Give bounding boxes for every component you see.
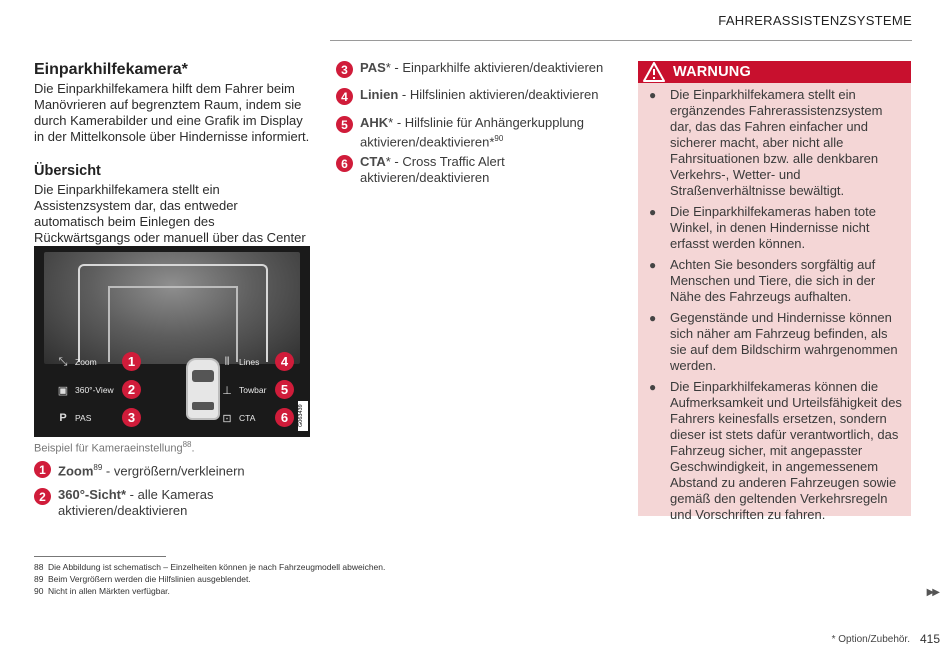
- cam-button-label: Zoom: [75, 357, 97, 367]
- cam-button-towbar: [220, 379, 266, 401]
- page-heading: Einparkhilfekamera*: [34, 61, 188, 78]
- car-top-view-icon: [186, 358, 220, 420]
- header-divider: [330, 40, 912, 41]
- cam-button-label: PAS: [75, 413, 92, 423]
- figure-caption: Beispiel für Kameraeinstellung$^{88}$.: [34, 440, 195, 455]
- list-item: 4 Linien - Hilfslinien aktivieren/deaktivieren: [336, 87, 608, 105]
- cam-badge: 5: [275, 380, 294, 399]
- intro-column: [34, 60, 310, 262]
- cam-badge: 6: [275, 408, 294, 427]
- option-note: * Option/Zubehör.: [831, 634, 910, 645]
- number-badge: 5: [336, 116, 353, 133]
- list-item: 6 CTA* - Cross Traffic Alert aktivieren/deaktivieren: [336, 154, 608, 186]
- cam-button-zoom: [56, 351, 97, 373]
- cta-car-icon: ⊡: [222, 412, 232, 425]
- warning-item: ● Die Einparkhilfekameras haben tote Winkel, in denen Hindernisse nicht erfasst werden können.: [649, 204, 876, 251]
- warning-item: ● Die Einparkhilfekameras können die Aufmerksamkeit und Urteilsfähigkeit des Fahrers keinesfalls ersetzen, sondern dieser ist stets dafür verantwortlich, das Fahrzeug sicher, mit angepasster Geschwindigkeit, in angemessenem Abstand zu anderen Fahrzeugen sowie gemäß den geltenden Verkehrsregeln und Vorschriften zu fahren.: [649, 379, 902, 522]
- footnote: 88 Die Abbildung ist schematisch – Einzelheiten können je nach Fahrzeugmodell abweichen.: [34, 562, 386, 572]
- cam-button-label: 360°-View: [75, 385, 114, 395]
- figure-code: G063439: [298, 401, 308, 431]
- number-badge: 1: [34, 461, 51, 478]
- warning-item: ● Die Einparkhilfekamera stellt ein ergänzendes Fahrerassistenzsystem dar, das das Fahren einfacher und sicherer macht, aber nicht alle Fahrsituationen bzw. alle denkbaren Verkehrs-, Wetter- und Straßenverhältnisse bewältigt.: [649, 87, 883, 198]
- cam-badge: 1: [122, 352, 141, 371]
- parking-p-icon: P: [59, 412, 67, 424]
- list-item: 2 360°-Sicht* - alle Kameras aktivieren/deaktivieren: [34, 487, 310, 519]
- cam-button-lines: [220, 351, 259, 373]
- list-item: 5 AHK* - Hilfslinie für Anhängerkupplung aktivieren/deaktivieren*$^{90}$: [336, 115, 608, 150]
- cam-button-label: CTA: [239, 413, 256, 423]
- footnote: 89 Beim Vergrößern werden die Hilfslinien ausgeblendet.: [34, 574, 251, 584]
- zoom-arrows-icon: ⤡: [58, 355, 68, 368]
- warning-item: ● Achten Sie besonders sorgfältig auf Menschen und Tiere, die sich in der Nähe des Fahrzeugs aufhalten.: [649, 257, 876, 304]
- warning-header: [638, 61, 911, 83]
- number-badge: 4: [336, 88, 353, 105]
- camera-image: [44, 252, 300, 364]
- warning-item: ● Gegenstände und Hindernisse können sich näher am Fahrzeug befinden, als sie auf dem Bildschirm wahrgenommen werden.: [649, 310, 898, 373]
- overview-heading: Übersicht: [34, 163, 101, 179]
- footnote: 90 Nicht in allen Märkten verfügbar.: [34, 586, 170, 596]
- page-number: 415: [919, 632, 940, 646]
- cam-badge: 4: [275, 352, 294, 371]
- section-title: FAHRERASSISTENZSYSTEME: [718, 13, 912, 28]
- intro-text: Die Einparkhilfekamera hilft dem Fahrer beim Manövrieren auf begrenztem Raum, indem sie durch Kamerabilder und eine Grafik im Display in der Mittelkonsole über Hindernisse informiert.: [34, 81, 310, 144]
- list-item: 3 PAS* - Einparkhilfe aktivieren/deaktivieren: [336, 60, 608, 78]
- list-item: 1 Zoom$^{89}$ - vergrößern/verkleinern: [34, 460, 310, 479]
- warning-triangle-icon: [643, 62, 665, 82]
- warning-list: [638, 83, 911, 523]
- cam-button-label: Towbar: [239, 385, 267, 395]
- camera-icon: ▣: [57, 384, 69, 397]
- cam-button-label: Lines: [239, 357, 260, 367]
- camera-display-illustration: [34, 246, 310, 437]
- cam-button-360-view: [56, 379, 114, 401]
- towbar-icon: ⊥: [222, 384, 232, 397]
- next-page-arrow-icon[interactable]: ▶▶: [926, 587, 938, 598]
- warning-title: WARNUNG: [673, 64, 751, 80]
- guide-line-inner: [108, 286, 238, 362]
- cam-button-cta: [220, 407, 255, 429]
- number-badge: 2: [34, 488, 51, 505]
- footnote-divider: [34, 556, 166, 557]
- overview-text: Die Einparkhilfekamera stellt ein Assistenzsystem dar, das entweder automatisch beim Einlegen des Rückwärtsgangs oder manuell über das Center: [34, 182, 306, 245]
- cam-button-pas: [56, 407, 91, 429]
- warning-box: [638, 61, 911, 522]
- number-badge: 6: [336, 155, 353, 172]
- cam-badge: 2: [122, 380, 141, 399]
- cam-badge: 3: [122, 408, 141, 427]
- guide-lines-icon: ⫴: [224, 355, 230, 368]
- number-badge: 3: [336, 61, 353, 78]
